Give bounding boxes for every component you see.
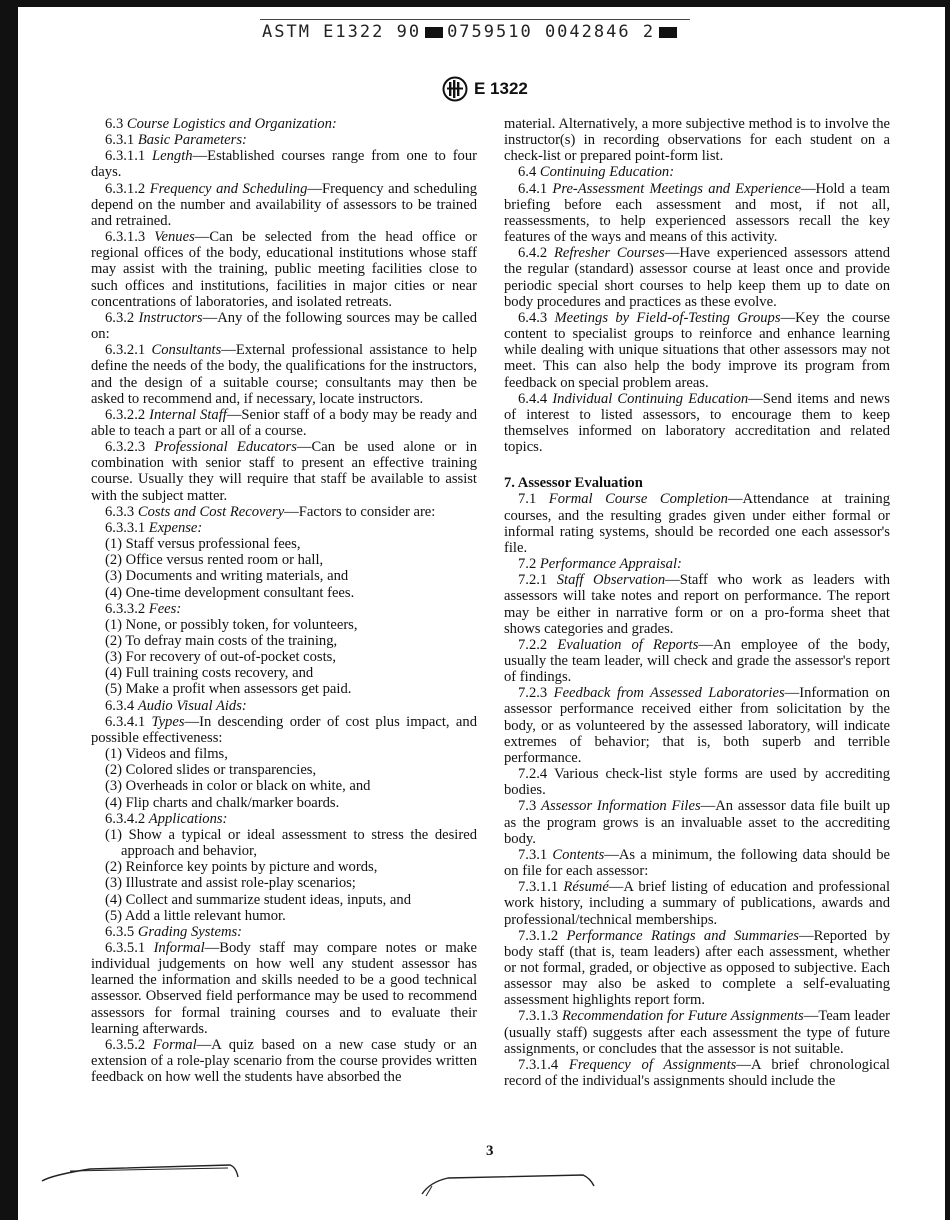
section-7-2: 7.2 Performance Appraisal: bbox=[518, 556, 682, 573]
list-item: (2) Reinforce key points by picture and words, bbox=[105, 859, 378, 876]
section-6-3-1: 6.3.1 Basic Parameters: bbox=[105, 132, 247, 149]
section-6-3-2-1: 6.3.2.1 Consultants—External professional assistance to help define the needs of the body, the qualifications for the instructors, and the design of a suitable course; consultants may then be asked to recommend and, if necessary, locate instructors. bbox=[91, 342, 478, 407]
list-item: (2) Office versus rented room or hall, bbox=[105, 552, 324, 569]
section-7-3-1-1: 7.3.1.1 Résumé—A brief listing of education and professional work history, including a summary of publications, awards and professional/technical memberships. bbox=[504, 879, 891, 928]
scan-right-border bbox=[945, 0, 950, 1220]
section-7-2-3: 7.2.3 Feedback from Assessed Laboratories—Information on assessor performance received either from solicitation by the body, or as volunteered by the assessed laboratory, will indicate extremes of behavior; that is, both superb and terrible performance. bbox=[504, 685, 890, 766]
page-number: 3 bbox=[486, 1143, 494, 1159]
right-column bbox=[504, 116, 890, 1089]
section-6-3-4-2: 6.3.4.2 Applications: bbox=[105, 810, 228, 827]
section-6-4-2: 6.4.2 Refresher Courses—Have experienced assessors attend the regular (standard) assessor course at least once and provide periodic special short courses to help keep them up to date on body procedures and practices as these evolve. bbox=[504, 245, 890, 310]
astm-logo-icon bbox=[442, 76, 468, 102]
list-item: (3) Documents and writing materials, and bbox=[105, 568, 349, 585]
section-6-3-1-2: 6.3.1.2 Frequency and Scheduling—Frequency and scheduling depend on the number and availability of assessors to be trained and retrained. bbox=[91, 180, 477, 229]
standard-designation bbox=[442, 76, 528, 102]
section-6-4: 6.4 Continuing Education: bbox=[518, 164, 675, 181]
list-item: (4) Flip charts and chalk/marker boards. bbox=[105, 794, 340, 811]
header-rule bbox=[260, 19, 690, 20]
list-item: (1) Staff versus professional fees, bbox=[105, 536, 301, 553]
section-6-4-4: 6.4.4 Individual Continuing Education—Send items and news of interest to listed assessors, to encourage them to keep themselves informed on laboratory accreditation and related topics. bbox=[504, 390, 890, 456]
list-item: (5) Make a profit when assessors get paid. bbox=[105, 681, 352, 698]
section-7-2-1: 7.2.1 Staff Observation—Staff who work as leaders with assessors will take notes and report on performance. The report may be either in narrative form or on a pro-forma sheet that shows categories and grades. bbox=[504, 572, 890, 637]
section-6-3-5: 6.3.5 Grading Systems: bbox=[105, 923, 243, 940]
section-7-3-1-4: 7.3.1.4 Frequency of Assignments—A brief chronological record of the individual's assignments should include the bbox=[504, 1056, 890, 1090]
section-6-3-2-2: 6.3.2.2 Internal Staff—Senior staff of a body may be ready and able to teach a part or all of a course. bbox=[91, 406, 477, 439]
list-item: (2) Colored slides or transparencies, bbox=[105, 762, 317, 779]
section-6-4-3: 6.4.3 Meetings by Field-of-Testing Groups—Key the course content to specialist groups to reinforce and enhance learning while dealing with unique situations that other assessors may not meet. This can also help the body improve its program from feedback on special problem areas. bbox=[504, 309, 890, 391]
list-item: (2) To defray main costs of the training, bbox=[105, 633, 338, 649]
section-6-3: 6.3 Course Logistics and Organization: bbox=[105, 116, 337, 132]
section-6-3-5-2: 6.3.5.2 Formal—A quiz based on a new case study or an extension of a role-play scenario from the course provides written feedback on how well the students have absorbed the bbox=[91, 1036, 477, 1086]
section-6-3-1-3: 6.3.1.3 Venues—Can be selected from the head office or regional offices of the body, educational institutions whose staff may assist with the training, public meeting facilities close to such offices and institutions, facilities in major cities or near concentrations of laboratories, and isolated retreats. bbox=[91, 229, 477, 310]
section-7-3-1-3: 7.3.1.3 Recommendation for Future Assignments—Team leader (usually staff) suggests after each assessment the type of future assignments, or concludes that the assessor is not suitable. bbox=[504, 1008, 890, 1057]
list-item: (1) Show a typical or ideal assessment to stress the desired approach and behavior, bbox=[105, 826, 477, 860]
list-item: (1) Videos and films, bbox=[105, 746, 228, 763]
section-7-heading: 7. Assessor Evaluation bbox=[504, 475, 643, 492]
section-7-2-4: 7.2.4 Various check-list style forms are used by accrediting bodies. bbox=[504, 766, 890, 799]
section-6-3-3-2: 6.3.3.2 Fees: bbox=[105, 600, 182, 617]
list-item: (5) Add a little relevant humor. bbox=[105, 907, 286, 924]
standard-number: E 1322 bbox=[474, 79, 528, 98]
footer-right-mark bbox=[418, 1172, 598, 1198]
document-code: ASTM E1322 90 0759510 0042846 2 bbox=[262, 22, 702, 42]
list-item: (4) Full training costs recovery, and bbox=[105, 665, 314, 682]
section-6-3-4-1: 6.3.4.1 Types—In descending order of cost plus impact, and possible effectiveness: bbox=[91, 713, 478, 746]
list-item: (4) Collect and summarize student ideas, inputs, and bbox=[105, 891, 411, 908]
list-item: (1) None, or possibly token, for volunteers, bbox=[105, 616, 358, 633]
continued-paragraph: material. Alternatively, a more subjective method is to involve the instructor(s) in recording observations for each student on a check-list or prepared point-form list. bbox=[504, 116, 890, 165]
scan-top-border bbox=[0, 0, 950, 7]
section-7-2-2: 7.2.2 Evaluation of Reports—An employee of the body, usually the team leader, will check and grade the assessor's report of findings. bbox=[504, 636, 890, 686]
section-6-3-1-1: 6.3.1.1 Length—Established courses range from one to four days. bbox=[91, 148, 478, 181]
list-item: (3) For recovery of out-of-pocket costs, bbox=[105, 649, 336, 666]
section-7-3: 7.3 Assessor Information Files—An assessor data file built up as the program grows is an invaluable asset to the accrediting body. bbox=[504, 798, 890, 847]
list-item: (3) Overheads in color or black on white, and bbox=[105, 778, 371, 795]
footer-left-mark bbox=[40, 1155, 240, 1185]
section-6-3-3: 6.3.3 Costs and Cost Recovery—Factors to consider are: bbox=[105, 503, 436, 520]
section-6-3-3-1: 6.3.3.1 Expense: bbox=[105, 519, 203, 536]
section-6-3-4: 6.3.4 Audio Visual Aids: bbox=[105, 697, 247, 714]
section-7-1: 7.1 Formal Course Completion—Attendance at training courses, and the resulting grades given under either formal or informal rating systems, should be recorded one each assessor's file. bbox=[504, 491, 891, 556]
list-item: (4) One-time development consultant fees. bbox=[105, 584, 355, 601]
scan-left-border bbox=[0, 0, 18, 1220]
section-7-3-1-2: 7.3.1.2 Performance Ratings and Summaries—Reported by body staff (that is, team leaders) after each assessment, whether or not formal, graded, or objective as opposed to subjective. Each assessor may also be asked to complete a self-evaluating assessment highlights report form. bbox=[504, 927, 890, 1009]
list-item: (3) Illustrate and assist role-play scenarios; bbox=[105, 875, 356, 892]
section-6-4-1: 6.4.1 Pre-Assessment Meetings and Experience—Hold a team briefing before each assessment and most, if not all, reassessments, to help experienced assessors recall the key features of the ways and means of this activity. bbox=[504, 180, 890, 246]
section-6-3-2: 6.3.2 Instructors—Any of the following sources may be called on: bbox=[91, 309, 477, 343]
section-7-3-1: 7.3.1 Contents—As a minimum, the following data should be on file for each assessor: bbox=[504, 846, 890, 880]
section-6-3-5-1: 6.3.5.1 Informal—Body staff may compare notes or make individual judgements on how well any student assessor has learned the information and skills needed to be a good technical assessor. Observed field performance may be used to recommend assessors for formal training courses and to evaluate their learning afterwards. bbox=[91, 939, 477, 1037]
section-6-3-2-3: 6.3.2.3 Professional Educators—Can be used alone or in combination with senior staff to present an effective training course. Usually they will require that staff be available to assist with the subject matter. bbox=[91, 439, 478, 504]
left-column bbox=[91, 116, 477, 1085]
